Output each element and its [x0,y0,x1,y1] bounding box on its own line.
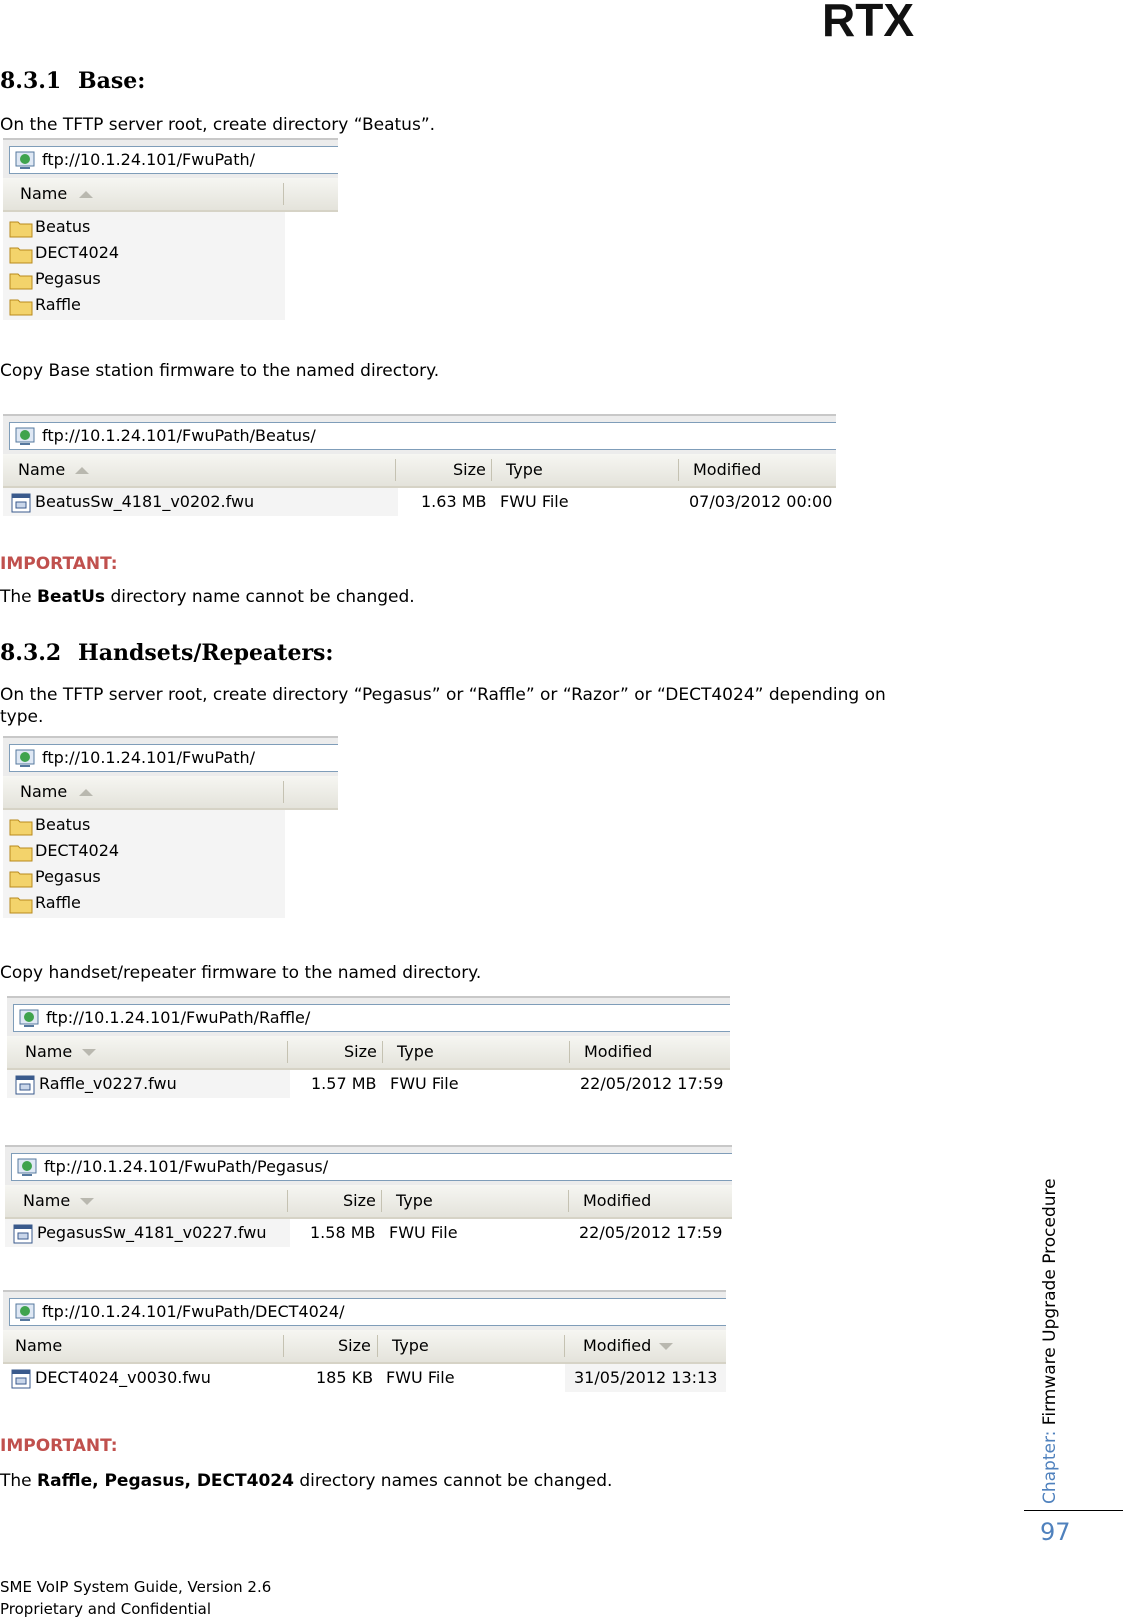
rtx-logo [822,0,1042,40]
name-column-header[interactable]: Name [20,184,68,203]
column-header [3,454,836,488]
column-divider [287,1041,288,1063]
folder-row-raffle[interactable]: Raffle [3,890,81,916]
dect4024-file-window [3,1290,726,1394]
column-divider [569,1041,570,1063]
address-field[interactable] [9,1298,726,1326]
address-bar [3,1290,726,1330]
beatus-file-window [3,414,836,516]
sort-ascending-icon [79,191,93,198]
footer-confidential: Proprietary and Confidential [0,1600,212,1618]
important-label-2: IMPORTANT: [0,1436,118,1456]
root-folder-window-1 [3,138,338,330]
sort-descending-icon [659,1343,673,1350]
address-bar [7,996,730,1036]
address-text: ftp://10.1.24.101/FwuPath/Pegasus/ [44,1157,329,1176]
base-intro-text: On the TFTP server root, create directory “Beatus”. [0,115,436,135]
name-column-header[interactable]: Name [25,1042,73,1061]
address-field[interactable] [13,1004,730,1032]
file-size: 1.58 MB [310,1223,376,1242]
ftp-globe-icon [14,747,36,769]
modified-column-header[interactable]: Modified [584,1042,653,1061]
sort-ascending-icon [75,467,89,474]
section-heading-base: 8.3.1 Base: [0,68,146,94]
size-column-header[interactable]: Size [453,460,486,479]
column-divider [678,459,679,481]
folder-icon [9,218,33,238]
rtx-logo-text: RTX [822,0,914,40]
column-header [3,178,338,212]
folder-row-pegasus[interactable]: Pegasus [3,266,101,292]
sidebar-divider [1024,1510,1123,1511]
column-divider [287,1190,288,1212]
modified-column-header[interactable]: Modified [693,460,762,479]
column-header [5,1185,732,1219]
footer-guide-version: SME VoIP System Guide, Version 2.6 [0,1578,272,1596]
folder-icon [9,296,33,316]
file-type: FWU File [386,1368,455,1387]
column-divider [395,459,396,481]
folder-icon [9,270,33,290]
name-column-header[interactable]: Name [23,1191,71,1210]
column-divider [377,1335,378,1357]
file-modified: 31/05/2012 13:13 [574,1368,718,1387]
column-divider [283,781,284,803]
address-bar [5,1145,732,1185]
column-header [3,1330,726,1364]
file-row[interactable]: Raffle_v0227.fwu [7,1071,177,1097]
type-column-header[interactable]: Type [397,1042,434,1061]
type-column-header[interactable]: Type [506,460,543,479]
base-important-note: The BeatUs directory name cannot be changed. [0,587,415,607]
name-column-header[interactable]: Name [15,1336,63,1355]
column-divider [568,1190,569,1212]
address-text: ftp://10.1.24.101/FwuPath/ [42,748,256,767]
raffle-file-window [7,996,730,1100]
file-type: FWU File [389,1223,458,1242]
column-divider [382,1041,383,1063]
folder-row-dect4024[interactable]: DECT4024 [3,838,119,864]
pegasus-file-window [5,1145,732,1249]
column-divider [283,183,284,205]
column-divider [283,1335,284,1357]
handsets-copy-text: Copy handset/repeater firmware to the named directory. [0,963,482,983]
ftp-globe-icon [14,425,36,447]
column-header [7,1036,730,1070]
size-column-header[interactable]: Size [338,1336,371,1355]
column-divider [564,1335,565,1357]
file-row[interactable]: PegasusSw_4181_v0227.fwu [5,1220,267,1246]
handsets-intro-text: On the TFTP server root, create directory “Pegasus” or “Raffle” or “Razor” or “DECT4024” depending on type. [0,685,886,727]
sort-ascending-icon [79,789,93,796]
address-bar [3,414,836,454]
page-number: 97 [1040,1518,1071,1546]
file-size: 1.57 MB [311,1074,377,1093]
folder-icon [9,894,33,914]
address-text: ftp://10.1.24.101/FwuPath/Raffle/ [46,1008,311,1027]
folder-row-dect4024[interactable]: DECT4024 [3,240,119,266]
file-modified: 22/05/2012 17:59 [580,1074,724,1093]
column-divider [491,459,492,481]
size-column-header[interactable]: Size [344,1042,377,1061]
address-bar [3,736,338,776]
file-type: FWU File [390,1074,459,1093]
ftp-globe-icon [18,1007,40,1029]
fwu-file-icon [9,1369,33,1389]
file-type: FWU File [500,492,569,511]
folder-icon [9,816,33,836]
folder-row-raffle[interactable]: Raffle [3,292,81,318]
ftp-globe-icon [14,1301,36,1323]
file-size: 185 KB [316,1368,374,1387]
file-modified: 07/03/2012 00:00 [689,492,833,511]
important-label-1: IMPORTANT: [0,554,118,574]
folder-row-beatus[interactable]: Beatus [3,812,90,838]
file-row[interactable]: BeatusSw_4181_v0202.fwu [3,489,254,515]
column-header [3,776,338,810]
fwu-file-icon [11,1224,35,1244]
fwu-file-icon [9,493,33,513]
size-column-header[interactable]: Size [343,1191,376,1210]
type-column-header[interactable]: Type [396,1191,433,1210]
handsets-important-note: The Raffle, Pegasus, DECT4024 directory names cannot be changed. [0,1471,613,1491]
file-row[interactable]: DECT4024_v0030.fwu [3,1365,211,1391]
folder-icon [9,244,33,264]
name-column-header[interactable]: Name [20,782,68,801]
ftp-globe-icon [16,1156,38,1178]
chapter-label: Chapter: Firmware Upgrade Procedure [1040,1178,1060,1504]
address-field[interactable] [9,744,338,772]
fwu-file-icon [13,1075,37,1095]
folder-row-beatus[interactable]: Beatus [3,214,90,240]
file-modified: 22/05/2012 17:59 [579,1223,723,1242]
file-size: 1.63 MB [421,492,487,511]
root-folder-window-2 [3,736,338,928]
folder-row-pegasus[interactable]: Pegasus [3,864,101,890]
address-bar [3,138,338,178]
folder-icon [9,868,33,888]
address-field[interactable] [11,1153,732,1181]
address-field[interactable] [9,146,338,174]
folder-icon [9,842,33,862]
type-column-header[interactable]: Type [392,1336,429,1355]
modified-column-header[interactable]: Modified [583,1191,652,1210]
address-text: ftp://10.1.24.101/FwuPath/ [42,150,256,169]
ftp-globe-icon [14,149,36,171]
modified-column-header[interactable]: Modified [583,1336,652,1355]
address-text: ftp://10.1.24.101/FwuPath/DECT4024/ [42,1302,345,1321]
address-text: ftp://10.1.24.101/FwuPath/Beatus/ [42,426,316,445]
section-heading-handsets: 8.3.2 Handsets/Repeaters: [0,640,334,666]
sort-descending-icon [82,1049,96,1056]
address-field[interactable] [9,422,836,450]
sort-descending-icon [80,1198,94,1205]
base-copy-text: Copy Base station firmware to the named directory. [0,361,440,381]
name-column-header[interactable]: Name [18,460,66,479]
column-divider [381,1190,382,1212]
